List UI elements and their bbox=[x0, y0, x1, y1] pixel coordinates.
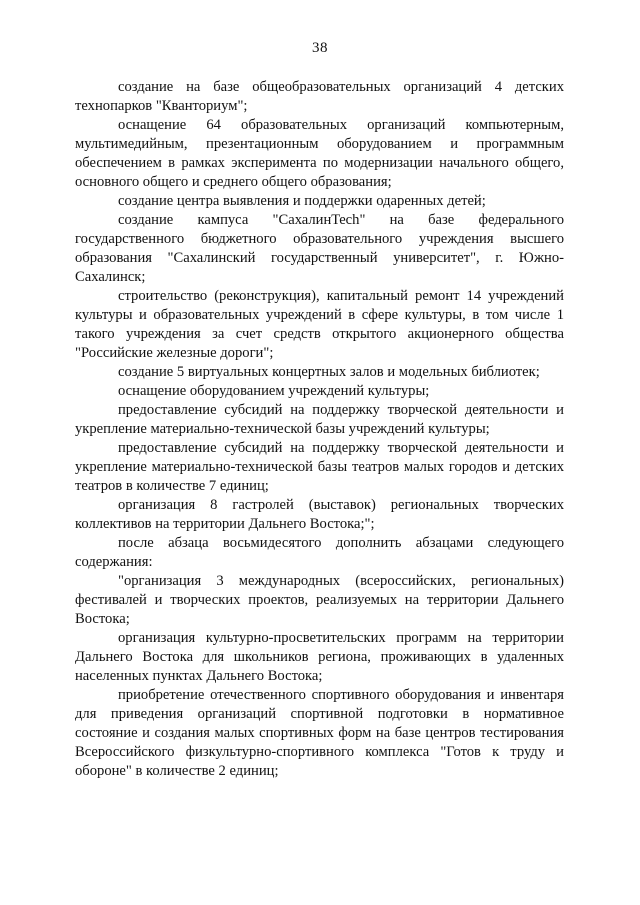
paragraph: строительство (реконструкция), капитальный ремонт 14 учреждений культуры и образовательных учреждений в сфере культуры, в том числе 1 такого учреждения за счет средств открытого акционерного общества "Российские железные дороги"; bbox=[75, 288, 564, 361]
paragraph: оснащение 64 образовательных организаций компьютерным, мультимедийным, презентационным оборудованием и программным обеспечением в рамках эксперимента по модернизации начального общего, основного общего и среднего общего образования; bbox=[75, 117, 564, 190]
paragraph: организация 8 гастролей (выставок) региональных творческих коллективов на территории Дальнего Востока;"; bbox=[75, 497, 564, 532]
paragraph: создание на базе общеобразовательных организаций 4 детских технопарков "Кванториум"; bbox=[75, 79, 564, 114]
paragraph: после абзаца восьмидесятого дополнить абзацами следующего содержания: bbox=[75, 535, 564, 570]
paragraph: предоставление субсидий на поддержку творческой деятельности и укрепление материально-технической базы учреждений культуры; bbox=[75, 402, 564, 437]
paragraph: оснащение оборудованием учреждений культуры; bbox=[118, 383, 430, 399]
paragraph: создание кампуса "СахалинTech" на базе федерального государственного бюджетного образовательного учреждения высшего образования "Сахалинский государственный университет", г. Южно-Сахалинск; bbox=[75, 212, 564, 285]
document-body bbox=[75, 78, 564, 781]
paragraph: "организация 3 международных (всероссийских, региональных) фестивалей и творческих проектов, реализуемых на территории Дальнего Востока; bbox=[75, 573, 564, 627]
paragraph: приобретение отечественного спортивного оборудования и инвентаря для приведения организаций спортивной подготовки в нормативное состояние и создания малых спортивных форм на базе центров тестирования Всероссийского физкультурно-спортивного комплекса "Готов к труду и обороне" в количестве 2 единиц; bbox=[75, 687, 564, 779]
page-number: 38 bbox=[312, 40, 328, 56]
paragraph: создание центра выявления и поддержки одаренных детей; bbox=[118, 193, 486, 209]
paragraph: организация культурно-просветительских программ на территории Дальнего Востока для школьников региона, проживающих в удаленных населенных пунктах Дальнего Востока; bbox=[75, 630, 564, 684]
paragraph: предоставление субсидий на поддержку творческой деятельности и укрепление материально-технической базы театров малых городов и детских театров в количестве 7 единиц; bbox=[75, 440, 564, 494]
paragraph: создание 5 виртуальных концертных залов и модельных библиотек; bbox=[118, 364, 540, 380]
